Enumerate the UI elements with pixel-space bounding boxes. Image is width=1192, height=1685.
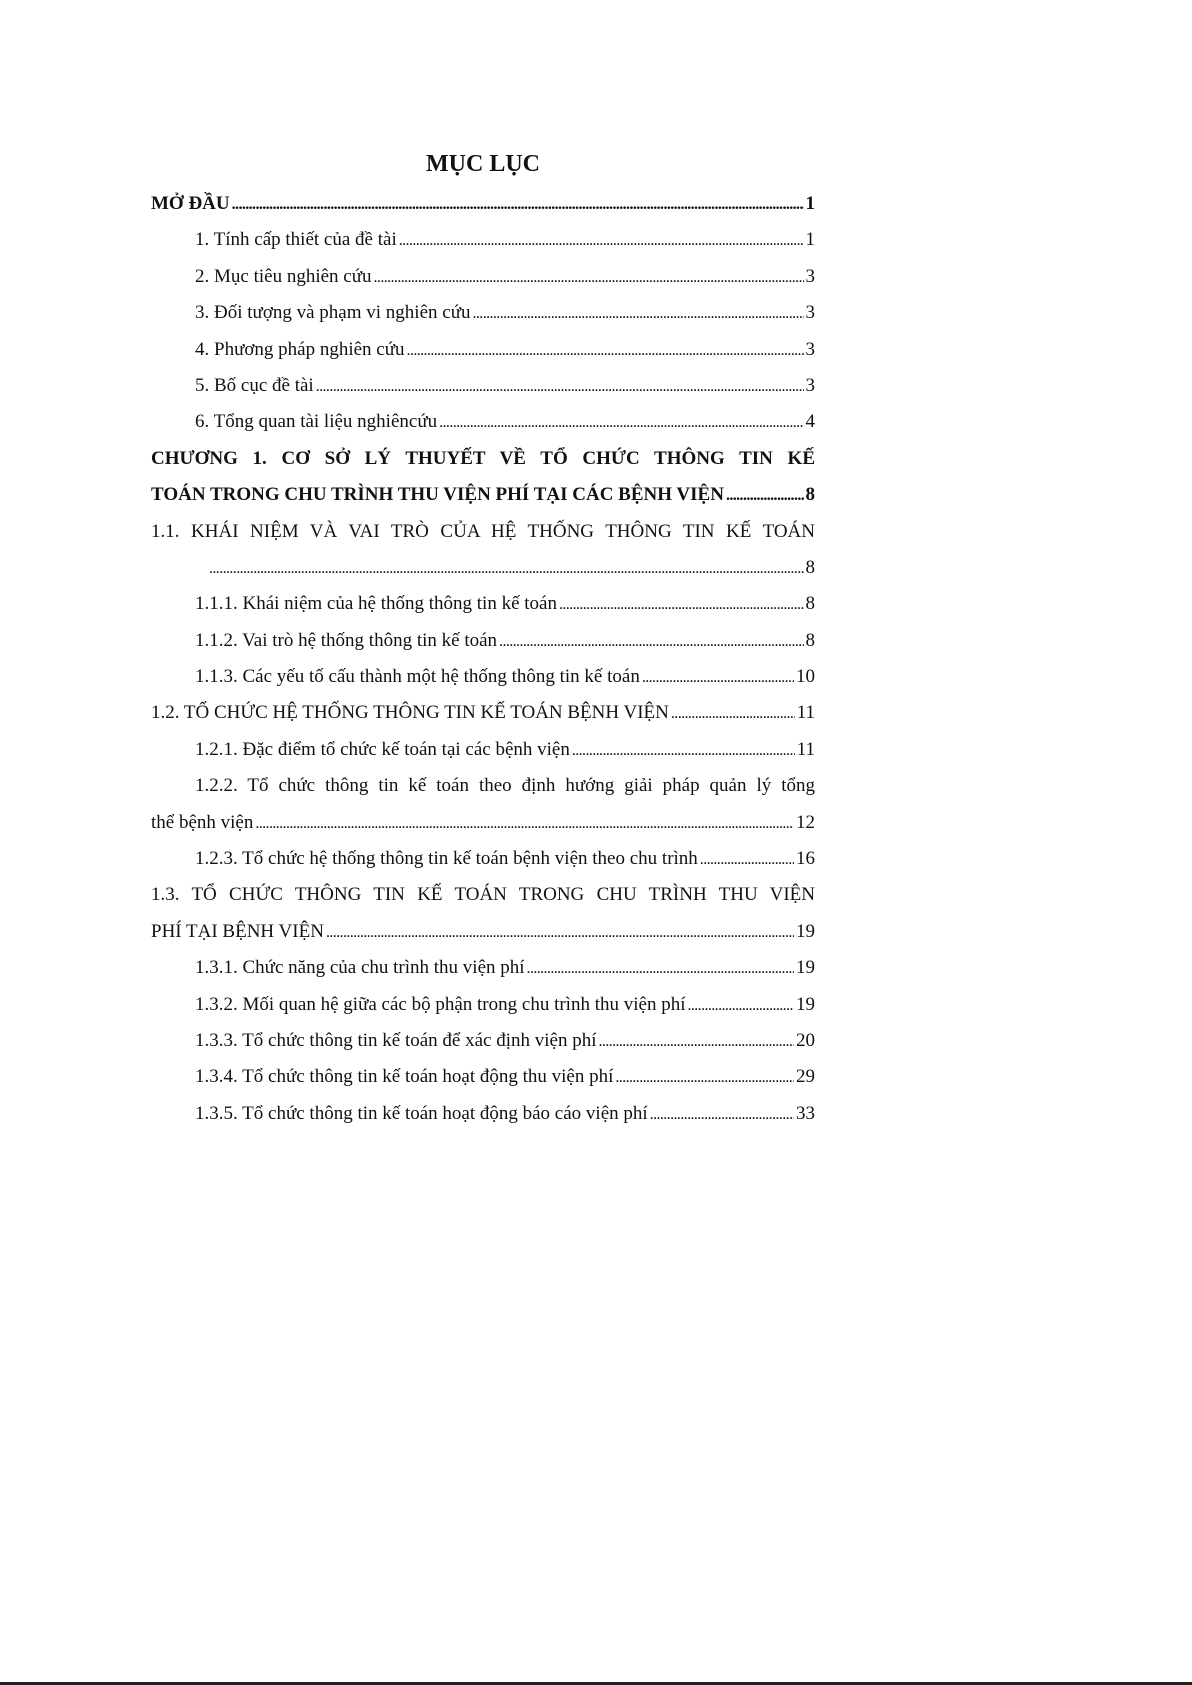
toc-entry-1-1[interactable] — [151, 514, 815, 587]
dot-leader — [374, 259, 804, 296]
toc-entry-label: 1.1.3. Các yếu tố cấu thành một hệ thống thông tin kế toán — [195, 666, 640, 688]
toc-entry-label-line2: PHÍ TẠI BỆNH VIỆN — [151, 920, 324, 942]
toc-entry-1-1-2[interactable] — [151, 623, 815, 659]
toc-entry-line2 — [151, 477, 815, 513]
dot-leader — [407, 332, 804, 369]
dot-leader — [399, 222, 804, 259]
toc-entry-label: 1.1.1. Khái niệm của hệ thống thông tin kế toán — [195, 593, 557, 615]
toc-entry-page: 11 — [796, 738, 815, 760]
dot-leader — [572, 732, 795, 769]
dot-leader — [232, 186, 804, 223]
toc-entry-1-3-5[interactable] — [151, 1096, 815, 1132]
toc-entry-line2 — [151, 550, 815, 586]
toc-entry-label: 1.2.3. Tổ chức hệ thống thông tin kế toán bệnh viện theo chu trình — [195, 848, 698, 870]
toc-entry-label: 1.3.5. Tổ chức thông tin kế toán hoạt động báo cáo viện phí — [195, 1102, 648, 1124]
dot-leader — [687, 987, 794, 1024]
toc-entry-line2 — [151, 805, 815, 841]
toc-entry-label: 3. Đối tượng và phạm vi nghiên cứu — [195, 302, 471, 324]
dot-leader — [650, 1096, 794, 1133]
toc-entry-page: 12 — [796, 811, 815, 833]
toc-list — [151, 186, 815, 1132]
toc-entry-1-3-1[interactable] — [151, 950, 815, 986]
dot-leader — [473, 295, 804, 332]
dot-leader — [316, 368, 804, 405]
toc-entry-label-line2: thể bệnh viện — [151, 811, 254, 833]
toc-entry-page: 3 — [805, 265, 815, 287]
toc-entry-label: 2. Mục tiêu nghiên cứu — [195, 265, 372, 287]
toc-entry-page: 3 — [805, 338, 815, 360]
toc-entry-label: 1.3.2. Mối quan hệ giữa các bộ phận trong chu trình thu viện phí — [195, 993, 686, 1015]
toc-entry-1-3-2[interactable] — [151, 987, 815, 1023]
toc-entry-label-line1: 1.2.2. Tổ chức thông tin kế toán theo định hướng giải pháp quản lý tổng — [195, 775, 815, 797]
toc-entry-label: 1.3.1. Chức năng của chu trình thu viện phí — [195, 957, 525, 979]
toc-entry-mo-dau[interactable] — [151, 186, 815, 222]
toc-entry-label-line2: TOÁN TRONG CHU TRÌNH THU VIỆN PHÍ TẠI CÁC BỆNH VIỆN — [151, 484, 724, 506]
dot-leader — [615, 1059, 794, 1096]
toc-entry-page: 33 — [796, 1102, 815, 1124]
dot-leader — [726, 477, 804, 514]
toc-entry-page: 8 — [805, 556, 815, 578]
toc-entry-page: 1 — [805, 193, 815, 214]
toc-entry-label: 1.3.3. Tổ chức thông tin kế toán để xác định viện phí — [195, 1029, 597, 1051]
toc-entry-page: 19 — [796, 993, 815, 1015]
toc-entry-3[interactable] — [151, 295, 815, 331]
toc-entry-page: 8 — [805, 484, 815, 506]
toc-entry-label: 1.2.1. Đặc điểm tổ chức kế toán tại các bệnh viện — [195, 738, 570, 760]
toc-entry-line2 — [151, 914, 815, 950]
toc-entry-page: 3 — [805, 302, 815, 324]
toc-entry-chapter-1[interactable] — [151, 441, 815, 514]
toc-entry-label: 1.3.4. Tổ chức thông tin kế toán hoạt động thu viện phí — [195, 1066, 614, 1088]
toc-entry-page: 16 — [796, 848, 815, 870]
toc-entry-2[interactable] — [151, 259, 815, 295]
toc-entry-1-1-1[interactable] — [151, 586, 815, 622]
toc-entry-page: 20 — [796, 1029, 815, 1051]
toc-entry-1-2-3[interactable] — [151, 841, 815, 877]
toc-entry-label: 4. Phương pháp nghiên cứu — [195, 338, 405, 360]
toc-entry-1-2[interactable] — [151, 695, 815, 731]
toc-title: MỤC LỤC — [426, 151, 540, 177]
toc-entry-page: 29 — [796, 1066, 815, 1088]
toc-entry-1-2-2[interactable] — [151, 768, 815, 841]
dot-leader — [499, 623, 803, 660]
dot-leader — [700, 841, 794, 878]
dot-leader — [559, 586, 804, 623]
toc-entry-page: 8 — [805, 593, 815, 615]
dot-leader — [642, 659, 794, 696]
toc-entry-label: 5. Bố cục đề tài — [195, 374, 314, 396]
toc-entry-label: 1. Tính cấp thiết của đề tài — [195, 229, 397, 251]
toc-entry-label-line1: 1.3. TỔ CHỨC THÔNG TIN KẾ TOÁN TRONG CHU TRÌNH THU VIỆN — [151, 884, 815, 906]
table-of-contents — [151, 142, 815, 1132]
dot-leader — [527, 950, 794, 987]
toc-entry-label: 1.1.2. Vai trò hệ thống thông tin kế toán — [195, 629, 498, 651]
toc-entry-label-line1: CHƯƠNG 1. CƠ SỞ LÝ THUYẾT VỀ TỔ CHỨC THÔNG TIN KẾ — [151, 447, 815, 469]
toc-entry-page: 19 — [796, 920, 815, 942]
toc-entry-label: MỞ ĐẦU — [151, 193, 230, 214]
dot-leader — [439, 404, 803, 441]
toc-entry-page: 10 — [796, 666, 815, 688]
toc-entry-4[interactable] — [151, 332, 815, 368]
toc-entry-1-2-1[interactable] — [151, 732, 815, 768]
toc-entry-page: 3 — [805, 374, 815, 396]
toc-entry-1-3[interactable] — [151, 877, 815, 950]
toc-entry-page: 19 — [796, 957, 815, 979]
dot-leader — [209, 550, 804, 587]
toc-entry-label: 6. Tổng quan tài liệu nghiêncứu — [195, 411, 438, 433]
toc-entry-page: 8 — [805, 629, 815, 651]
dot-leader — [255, 805, 794, 842]
toc-entry-1-3-4[interactable] — [151, 1059, 815, 1095]
toc-entry-1[interactable] — [151, 222, 815, 258]
toc-entry-label-line1: 1.1. KHÁI NIỆM VÀ VAI TRÒ CỦA HỆ THỐNG THÔNG TIN KẾ TOÁN — [151, 520, 815, 542]
dot-leader — [671, 695, 795, 732]
dot-leader — [326, 914, 794, 951]
toc-entry-page: 1 — [805, 229, 815, 251]
toc-entry-page: 4 — [805, 411, 815, 433]
toc-entry-label: 1.2. TỔ CHỨC HỆ THỐNG THÔNG TIN KẾ TOÁN BỆNH VIỆN — [151, 702, 669, 724]
toc-entry-6[interactable] — [151, 404, 815, 440]
toc-entry-5[interactable] — [151, 368, 815, 404]
toc-entry-1-3-3[interactable] — [151, 1023, 815, 1059]
toc-entry-1-1-3[interactable] — [151, 659, 815, 695]
toc-entry-page: 11 — [796, 702, 815, 724]
dot-leader — [598, 1023, 794, 1060]
